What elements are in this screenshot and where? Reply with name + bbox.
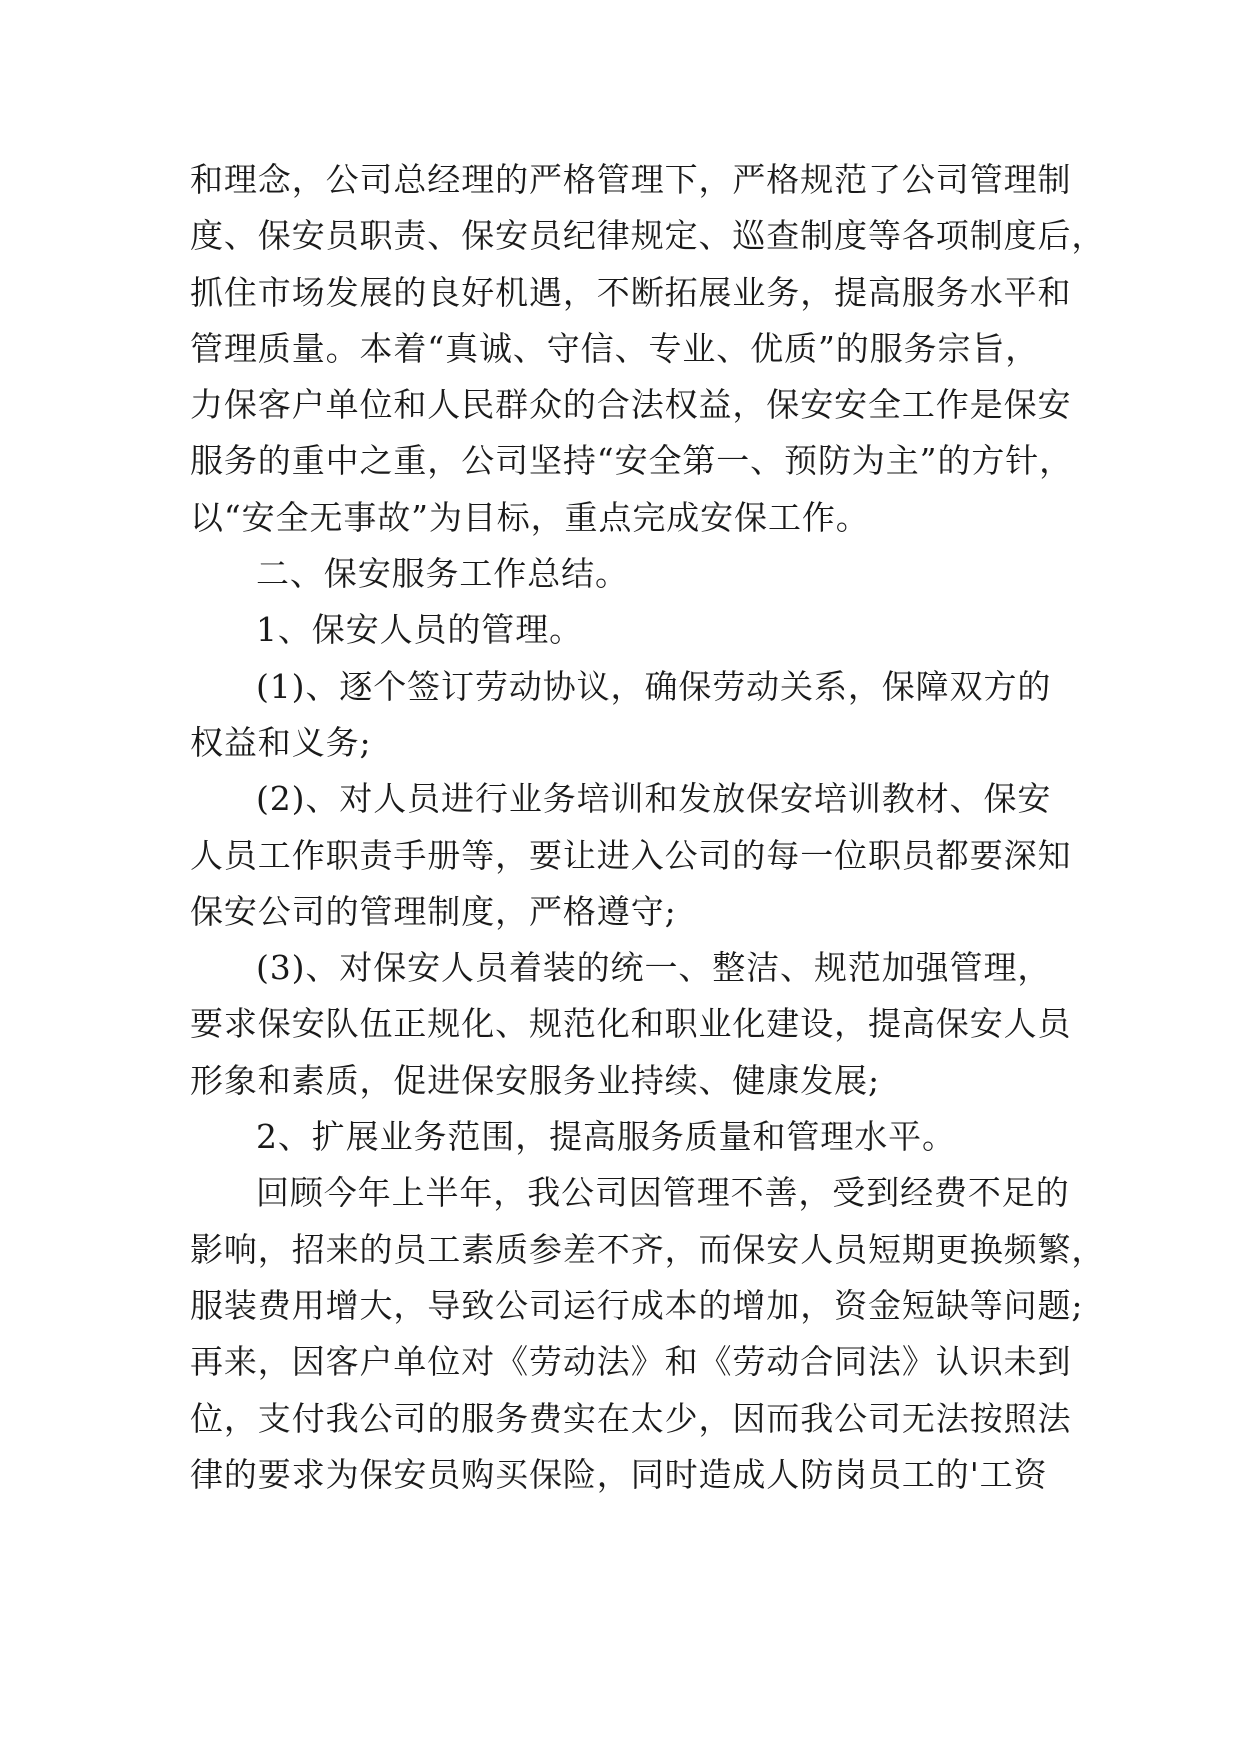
- text-line: 抓住市场发展的良好机遇，不断拓展业务，提高服务水平和: [190, 272, 1072, 312]
- text-line: 保安公司的管理制度，严格遵守;: [190, 891, 677, 931]
- text-line: 人员工作职责手册等，要让进入公司的每一位职员都要深知: [190, 835, 1072, 875]
- text-line: 律的要求为保安员购买保险，同时造成人防岗员工的'工资: [190, 1454, 1048, 1494]
- text-line: 以“安全无事故”为目标，重点完成安保工作。: [190, 497, 870, 537]
- text-line: 要求保安队伍正规化、规范化和职业化建设，提高保安人员: [190, 1004, 1072, 1044]
- text-line: 1、保安人员的管理。: [256, 610, 583, 650]
- text-line: 管理质量。本着“真诚、守信、专业、优质”的服务宗旨，: [190, 328, 1040, 368]
- text-line: 服务的重中之重，公司坚持“安全第一、预防为主”的方针，: [190, 441, 1074, 481]
- text-line: 权益和义务;: [190, 722, 372, 762]
- text-line: 影响，招来的员工素质参差不齐，而保安人员短期更换频繁，: [190, 1229, 1106, 1269]
- text-line: 2、扩展业务范围，提高服务质量和管理水平。: [256, 1117, 956, 1157]
- text-line: (1)、逐个签订劳动协议，确保劳动关系，保障双方的: [256, 666, 1052, 706]
- text-line: (2)、对人员进行业务培训和发放保安培训教材、保安: [256, 779, 1052, 819]
- text-line: 力保客户单位和人民群众的合法权益，保安安全工作是保安: [190, 385, 1072, 425]
- text-line: 形象和素质，促进保安服务业持续、健康发展;: [190, 1060, 881, 1100]
- text-line: 位，支付我公司的服务费实在太少，因而我公司无法按照法: [190, 1398, 1072, 1438]
- text-line: (3)、对保安人员着装的统一、整洁、规范加强管理，: [256, 948, 1052, 988]
- text-line: 度、保安员职责、保安员纪律规定、巡查制度等各项制度后，: [190, 216, 1106, 256]
- text-line: 再来，因客户单位对《劳动法》和《劳动合同法》认识未到: [190, 1342, 1072, 1382]
- text-line: 二、保安服务工作总结。: [256, 554, 629, 594]
- text-line: 回顾今年上半年，我公司因管理不善，受到经费不足的: [256, 1173, 1070, 1213]
- text-line: 和理念，公司总经理的严格管理下，严格规范了公司管理制: [190, 160, 1072, 199]
- body-text: [190, 152, 1106, 1503]
- text-line: 服装费用增大，导致公司运行成本的增加，资金短缺等问题;: [190, 1285, 1084, 1325]
